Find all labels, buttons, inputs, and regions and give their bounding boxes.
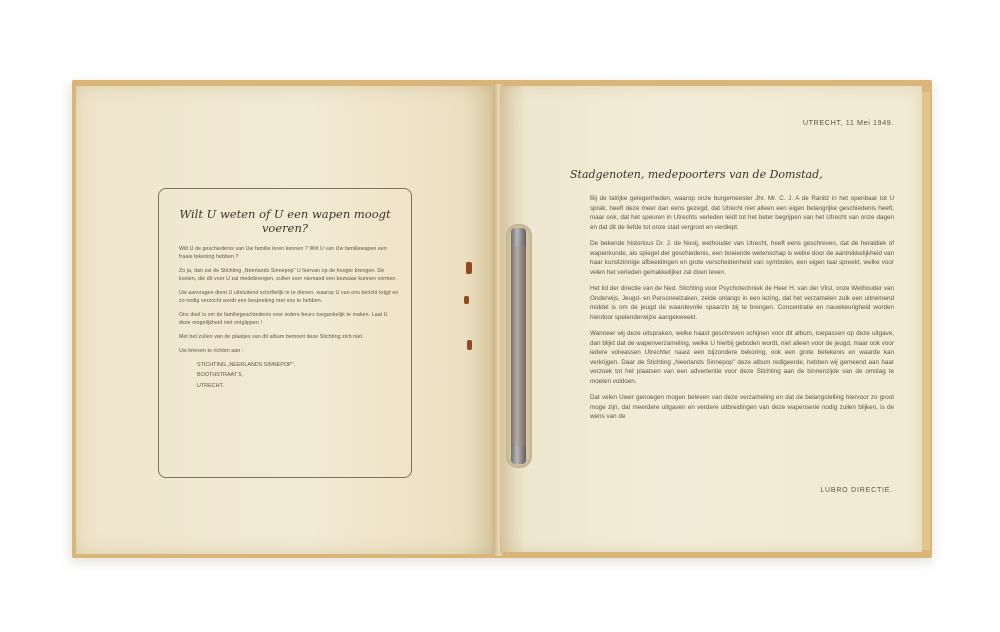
address-line: UTRECHT. bbox=[197, 382, 224, 389]
rust-stain bbox=[467, 340, 472, 350]
letter-signature: LUBRO DIRECTIE. bbox=[820, 487, 893, 494]
advertisement-paragraph: Uw brieven te richten aan : bbox=[179, 348, 244, 354]
address-line: BOOTHSTRAAT 5, bbox=[197, 372, 243, 379]
advertisement-paragraph: Wilt U de geschiedenis van Uw familie leren kennen ? Wilt U van Uw familiewapen een fraaie tekening hebben ? bbox=[179, 246, 387, 260]
address-line: STICHTING „NEERLANDS SINNEPOP”, bbox=[197, 362, 295, 368]
letter-body bbox=[590, 194, 894, 429]
advertisement-paragraph: Uw aanvragen dient U uitsluitend schriftelijk in te dienen, waarop U van ons bericht krijgt en zo nodig verzocht wordt een bespreking met ons te hebben. bbox=[179, 290, 399, 304]
advertisement-paragraph: Zo ja, dan zal de Stichting „Neerlands Sinnepop” U hiervan op de hoogte brengen. De kosten, die dit voor U zal medebrengen, zullen voor niemand een bezwaar kunnen vormen. bbox=[179, 268, 397, 282]
advertisement-title: Wilt U weten of U een wapen moogt voeren? bbox=[179, 207, 391, 235]
letter-paragraph: Dat velen Uwer genoegen mogen beleven van deze verzameling en dat de belangstelling hiervoor zo groot moge zijn, dat meerdere uitgaven en verdere uitbreidingen van deze wapenserie nodig zullen blijken, is de wens van de bbox=[590, 394, 894, 420]
page-edge bbox=[922, 92, 930, 550]
letter-paragraph: De bekende historicus Dr. J. de Nooij, wethouder van Utrecht, heeft eens geschreven, dat de heraldiek of wapenkunde, als spiegel der geschiedenis, een boeiende wetenschap is welke door de aantrekkelijkheid van haar kunstzinnige afbeeldingen en grote verscheidenheid van symbolen, een eigen taal spreekt, welke voor velen het verleden gemakkelijker zal doen leven. bbox=[590, 240, 894, 276]
letter-greeting: Stadgenoten, medepoorters van de Domstad, bbox=[570, 168, 823, 181]
letter-paragraph: Wanneer wij deze uitspraken, welke haast geschreven schijnen voor dit album, toepassen op deze uitgave, dan blijkt dat de wapenverzameling, welke U hierbij geboden wordt, niet alleen voor de jeugd, maar ook voor iedere volwassen Utrechter naast een bijzondere bekoring, ook een grote betekenis en waarde kan verkrijgen. Daar de Stichting „Neerlands Sinnepop” deze album redigeerde, hebben wij gemeend aan haar verzoek tot het plaatsen van een advertentie voor deze Stichting aan de binnenzijde van de omslag te moeten voldoen. bbox=[590, 330, 894, 385]
advertisement-paragraph: Ons doel is om de familiegeschiedenis voor iedere beurs toegankelijk te maken. Laat U deze mogelijkheid niet ontglippen ! bbox=[179, 312, 388, 326]
letter-paragraph: Bij de talrijke gelegenheden, waarop onze burgemeester Jhr. Mr. C. J. A de Ranitz in het openbaar tot U sprak, heeft deze meer dan eens gezegd, dat Utrecht niet alleen een eigen belangrijke geschiedenis heeft, maar ook, dat het speuren in Utrechts verleden leidt tot het beter begrijpen van het Utrecht van onze dagen en dat dit de liefde tot onze stad vergroot en verdiept. bbox=[590, 195, 894, 231]
advertisement-panel bbox=[158, 188, 412, 478]
letter-paragraph: Het lid der directie van de Ned. Stichting voor Psychotechniek de Heer H. van der Vlist, onze Wethouder van Onderwijs, Jeugd- en Personeelzaken, zeide onlangs in een lezing, dat het verzamelen zulk een uitnemend middel is om de jeugd de waardevolle spaarzin bij te brengen. Concentratie en nauwkeurigheid worden hierdoor spelenderwijze aangekweekt. bbox=[590, 285, 894, 321]
rust-stain bbox=[464, 296, 469, 304]
letter-date: UTRECHT, 11 Mei 1949. bbox=[802, 118, 894, 127]
advertisement-paragraph: Met het zullen van de plaatjes van dit album bemoeit deze Stichting zich niet. bbox=[179, 334, 364, 340]
metal-binding-bar bbox=[511, 228, 526, 464]
rust-stain bbox=[466, 262, 472, 274]
